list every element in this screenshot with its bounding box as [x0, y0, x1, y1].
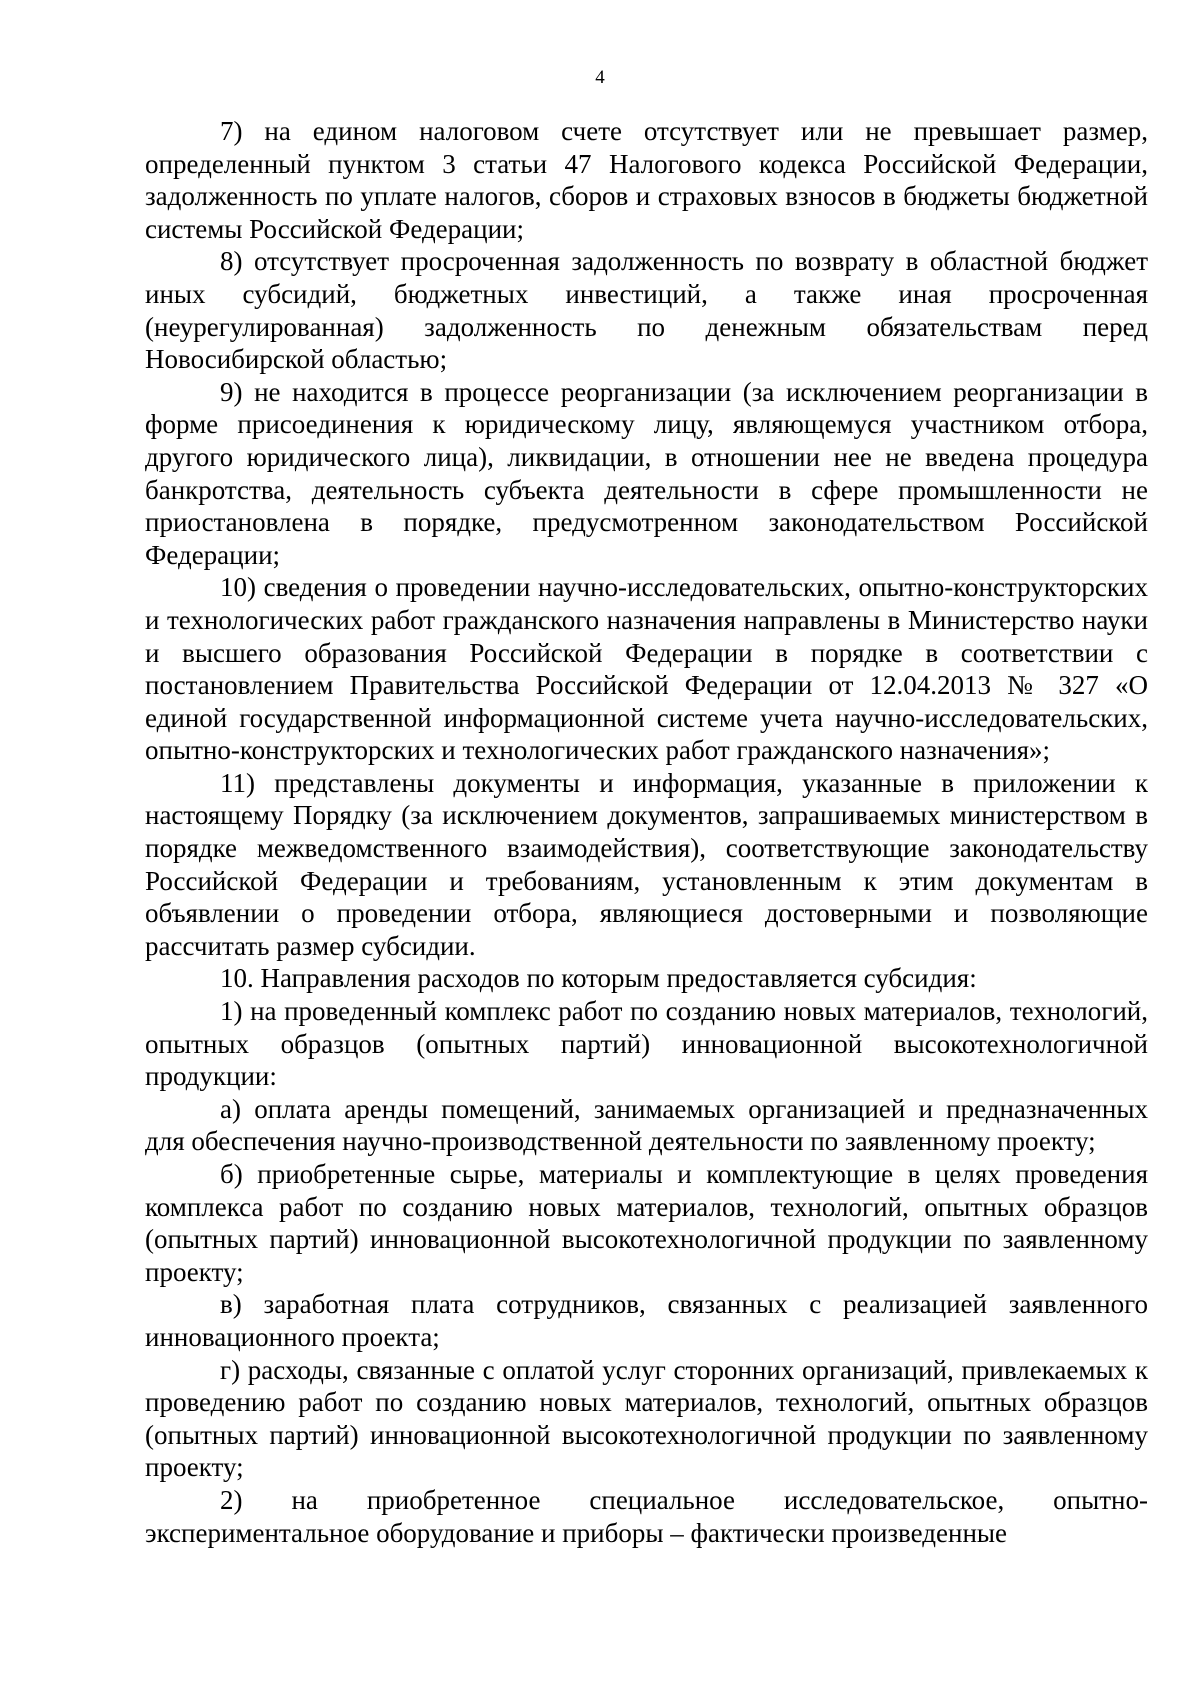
paragraph-subitem-1: 1) на проведенный комплекс работ по созданию новых материалов, технологий, опытных образцов (опытных партий) инновационной высокотехнологичной продукции: — [145, 996, 1148, 1092]
page-number: 4 — [595, 67, 605, 88]
paragraph-subitem-v: в) заработная плата сотрудников, связанных с реализацией заявленного инновационного проекта; — [145, 1289, 1148, 1352]
paragraph-item-10: 10) сведения о проведении научно-исследовательских, опытно-конструкторских и технологических работ гражданского назначения направлены в Министерство науки и высшего образования Российской Федерации в порядке в соответствии с постановлением Правительства Российской Федерации от 12.04.2013 № 327 «О единой государственной информационной системе учета научно-исследовательских, опытно-конструкторских и технологических работ гражданского назначения»; — [145, 572, 1148, 766]
paragraph-subitem-2: 2) на приобретенное специальное исследовательское, опытно-экспериментальное оборудование и приборы – фактически произведенные — [145, 1484, 1148, 1548]
paragraph-item-8: 8) отсутствует просроченная задолженность по возврату в областной бюджет иных субсидий, бюджетных инвестиций, а также иная просроченная (неурегулированная) задолженность по денежным обязательствам перед Новосибирской областью; — [145, 246, 1148, 375]
paragraph-item-9: 9) не находится в процессе реорганизации (за исключением реорганизации в форме присоединения к юридическому лицу, являющемуся участником отбора, другого юридического лица), ликвидации, в отношении нее не введена процедура банкротства, деятельность субъекта деятельности в сфере промышленности не приостановлена в порядке, предусмотренном законодательством Российской Федерации; — [145, 376, 1148, 570]
paragraph-subitem-g: г) расходы, связанные с оплатой услуг сторонних организаций, привлекаемых к проведению работ по созданию новых материалов, технологий, опытных образцов (опытных партий) инновационной высокотехнологичной продукции по заявленному проекту; — [145, 1354, 1148, 1483]
paragraph-subitem-b: б) приобретенные сырье, материалы и комплектующие в целях проведения комплекса работ по созданию новых материалов, технологий, опытных образцов (опытных партий) инновационной высокотехнологичной продукции по заявленному проекту; — [145, 1159, 1148, 1287]
document-body — [145, 115, 1148, 1549]
paragraph-item-11: 11) представлены документы и информация, указанные в приложении к настоящему Порядку (за исключением документов, запрашиваемых министерством в порядке межведомственного взаимодействия), соответствующие законодательству Российской Федерации и требованиям, установленным к этим документам в объявлении о проведении отбора, являющиеся достоверными и позволяющие рассчитать размер субсидии. — [145, 767, 1148, 961]
paragraph-section-10: 10. Направления расходов по которым предоставляется субсидия: — [220, 963, 977, 994]
paragraph-subitem-a: а) оплата аренды помещений, занимаемых организацией и предназначенных для обеспечения научно-производственной деятельности по заявленному проекту; — [145, 1093, 1148, 1157]
paragraph-item-7: 7) на едином налоговом счете отсутствует или не превышает размер, определенный пунктом 3 статьи 47 Налогового кодекса Российской Федерации, задолженность по уплате налогов, сборов и страховых взносов в бюджеты бюджетной системы Российской Федерации; — [145, 116, 1148, 244]
